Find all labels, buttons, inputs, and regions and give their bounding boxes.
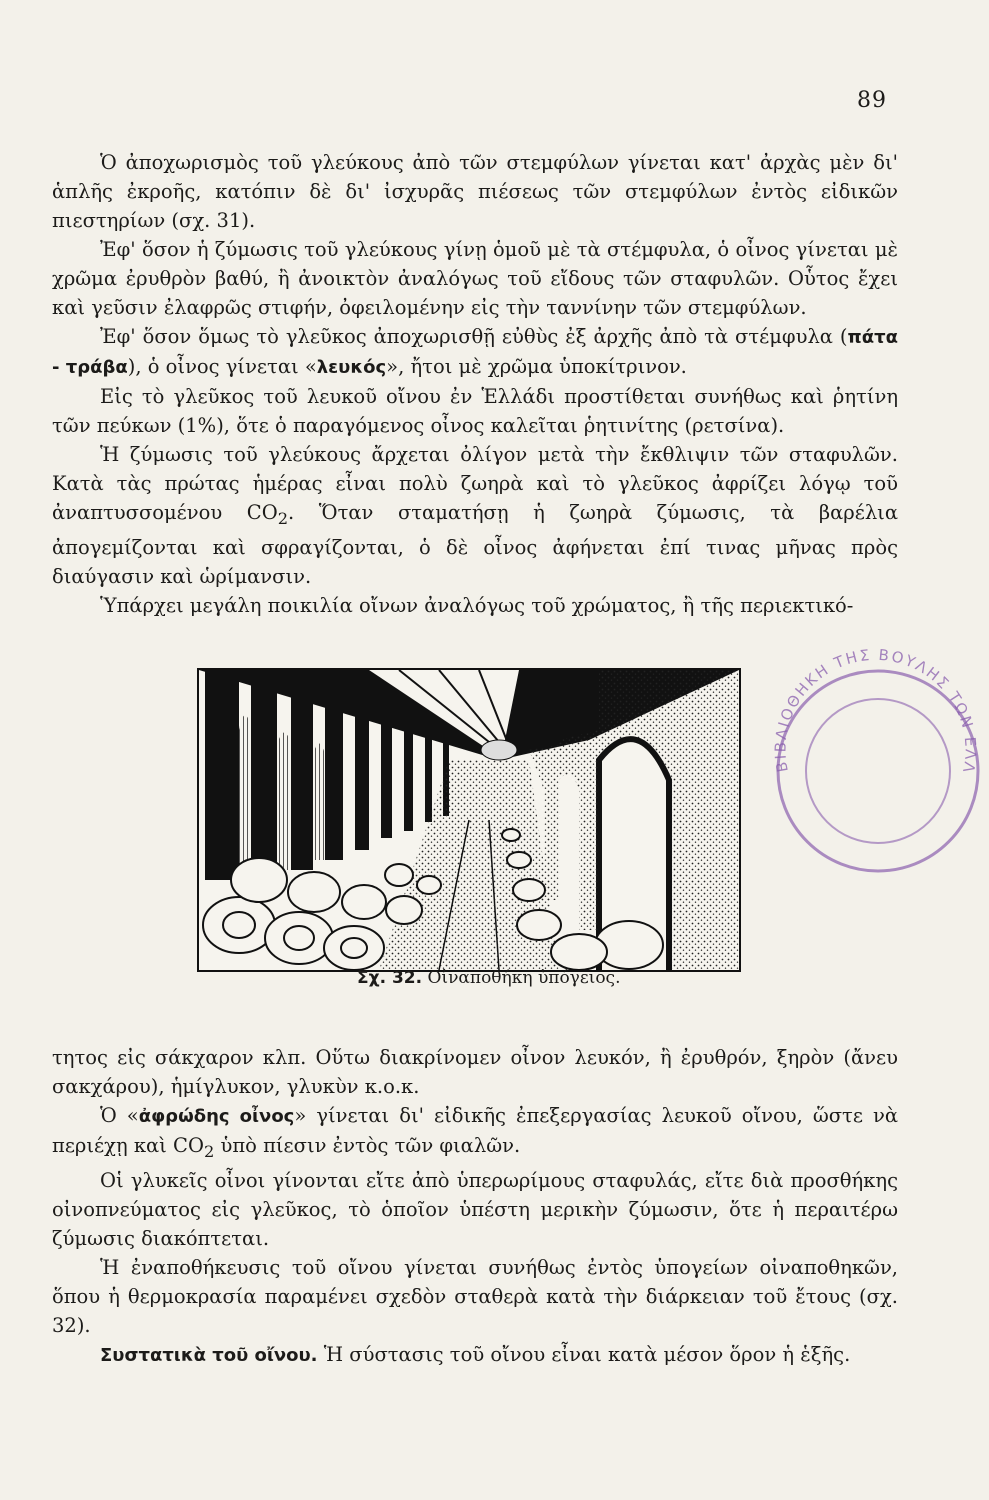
text-run: ὑπὸ πίεσιν ἐντὸς τῶν φιαλῶν. — [214, 1134, 521, 1157]
paragraph-retsina: Εἰς τὸ γλεῦκος τοῦ λευκοῦ οἴνου ἐν Ἑλλάδι προστίθεται συνήθως καὶ ῥητίνη τῶν πεύκων (1%), ὅτε ὁ παραγόμενος οἶνος καλεῖται ῥητινίτης (ρετσίνα). — [52, 385, 898, 437]
caption-text: Οἰναποθήκη ὑπόγειος. — [427, 968, 621, 988]
library-stamp — [758, 646, 988, 876]
term-lefkos: λευκός — [316, 357, 387, 378]
paragraph-sugar-content: τητος εἰς σάκχαρον κλπ. Οὕτω διακρίνομεν οἶνον λευκόν, ἢ ἐρυθρόν, ξηρὸν (ἄνευ σακχάρου), ἡμίγλυκον, γλυκὺν κ.ο.κ. — [52, 1046, 898, 1098]
paragraph-storage: Ἡ ἐναποθήκευσις τοῦ οἴνου γίνεται συνήθως ἐντὸς ὑπογείων οἰναποθηκῶν, ὅπου ἡ θερμοκρασία παραμένει σχεδὸν σταθερὰ κατὰ τὴν διάρκειαν τοῦ ἔτους (σχ. 32). — [52, 1255, 898, 1337]
paragraph-white-wine — [52, 322, 898, 382]
paragraph-fermentation — [52, 440, 898, 591]
cellar-drawing — [199, 670, 739, 970]
figure-caption — [357, 968, 737, 988]
lower-text — [52, 1043, 898, 1370]
text-run: », ἤτοι μὲ χρῶμα ὑποκίτρινον. — [386, 355, 687, 378]
cellar-illustration — [197, 668, 741, 972]
paragraph-variety: Ὑπάρχει μεγάλη ποικιλία οἴνων ἀναλόγως τοῦ χρώματος, ἢ τῆς περιεκτικό- — [100, 593, 854, 617]
text-run: Ὁ « — [100, 1104, 139, 1127]
paragraph-red-wine: Ἐφ' ὅσον ἡ ζύμωσις τοῦ γλεύκους γίνῃ ὁμοῦ μὲ τὰ στέμφυλα, ὁ οἶνος γίνεται μὲ χρῶμα ἐρυθρὸν βαθύ, ἢ ἀνοικτὸν ἀναλόγως τοῦ εἴδους τῶν σταφυλῶν. Οὗτος ἔχει καὶ γεῦσιν ἐλαφρῶς στιφήν, ὀφειλομένην εἰς τὴν ταννίνην τῶν στεμφύλων. — [52, 238, 898, 319]
page-number: 89 — [857, 88, 887, 113]
text-run: Ἐφ' ὅσον ὅμως τὸ γλεῦκος ἀποχωρισθῇ εὐθὺς ἐξ ἀρχῆς ἀπὸ τὰ στέμφυλα ( — [100, 325, 848, 348]
subscript: 2 — [277, 508, 289, 528]
paragraph-sweet-wines: Οἱ γλυκεῖς οἶνοι γίνονται εἴτε ἀπὸ ὑπερωρίμους σταφυλάς, εἴτε διὰ προσθήκης οἰνοπνεύματος εἰς γλεῦκος, τὸ ὁποῖον ὑπέστη μερικὴν ζύμωσιν, ὅτε ἡ περαιτέρω ζύμωσις διακόπτεται. — [52, 1168, 898, 1250]
figure-32 — [197, 668, 741, 998]
term-pata-trava: πάτα - τράβα — [52, 327, 898, 378]
paragraph-separation: Ὁ ἀποχωρισμὸς τοῦ γλεύκους ἀπὸ τῶν στεμφύλων γίνεται κατ' ἀρχὰς μὲν δι' ἁπλῆς ἐκροῆς, κατόπιν δὲ δι' ἰσχυρᾶς πιέσεως τῶν στεμφύλων ἐντὸς εἰδικῶν πιεστηρίων (σχ. 31). — [52, 151, 898, 232]
subscript: 2 — [203, 1141, 215, 1161]
svg-text:ΒΙΒΛΙΟΘΗΚΗ ΤΗΣ ΒΟΥΛΗΣ ΤΩΝ ΕΛΛΗ: ΒΙΒΛΙΟΘΗΚΗ ΤΗΣ ΒΟΥΛΗΣ ΤΩΝ ΕΛΛ — [771, 646, 980, 776]
text-run: Ἡ ζύμωσις τοῦ γλεύκους ἄρχεται ὀλίγον μετὰ τὴν ἔκθλιψιν τῶν σταφυλῶν. Κατὰ τὰς πρώτας ἡμέρας εἶναι πολὺ ζωηρὰ καὶ τὸ γλεῦκος ἀφρίζει λόγῳ τοῦ ἀναπτυσσομένου CO — [52, 443, 898, 524]
caption-label: Σχ. 32. — [357, 968, 423, 988]
text-run: . Ὅταν σταματήσῃ ἡ ζωηρὰ ζύμωσις, τὰ βαρέλια ἀπογεμίζονται καὶ σφραγίζονται, ὁ δὲ οἶνος ἀφήνεται ἐπί τινας μῆνας πρὸς διαύγασιν καὶ ὡρίμανσιν. — [52, 501, 898, 588]
text-run: Ἡ σύστασις τοῦ οἴνου εἶναι κατὰ μέσον ὅρον ἡ ἑξῆς. — [317, 1342, 851, 1366]
upper-text — [52, 148, 898, 620]
heading-composition: Συστατικὰ τοῦ οἴνου. — [100, 1344, 318, 1366]
paragraph-composition — [52, 1340, 898, 1370]
stamp-seal — [758, 646, 988, 876]
term-afrodis-oinos: ἀφρώδης οἶνος — [138, 1106, 295, 1127]
paragraph-sparkling — [52, 1101, 898, 1166]
text-run: » γίνεται δι' εἰδικῆς ἐπεξεργασίας λευκοῦ οἴνου, ὥστε νὰ περιέχῃ καὶ CO — [52, 1104, 898, 1157]
text-run: ), ὁ οἶνος γίνεται « — [127, 355, 317, 378]
